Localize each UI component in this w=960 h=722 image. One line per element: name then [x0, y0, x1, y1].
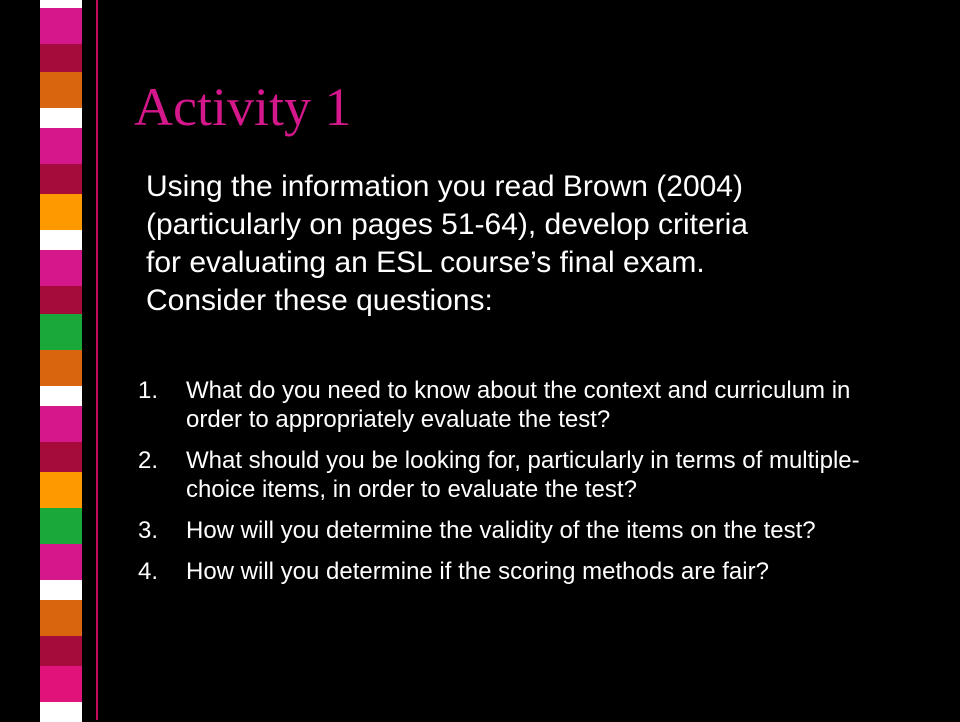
decorative-stripe — [40, 128, 82, 164]
decorative-stripe — [40, 44, 82, 72]
decorative-stripe — [40, 0, 82, 8]
question-text: How will you determine the validity of the items on the test? — [186, 517, 816, 544]
question-item — [134, 376, 874, 434]
question-text: What should you be looking for, particularly in terms of multiple-choice items, in order to evaluate the test? — [186, 447, 860, 503]
decorative-stripe — [40, 702, 82, 722]
question-number: 4. — [138, 558, 159, 585]
decorative-stripe — [40, 108, 82, 128]
question-number: 1. — [138, 377, 159, 404]
decorative-stripe — [40, 472, 82, 508]
decorative-stripe — [40, 194, 82, 230]
decorative-stripe — [40, 406, 82, 442]
decorative-stripe — [40, 286, 82, 314]
decorative-stripe — [40, 314, 82, 350]
question-item — [134, 446, 874, 504]
question-text: What do you need to know about the context and curriculum in order to appropriately evaluate the test? — [186, 377, 851, 433]
decorative-stripe — [40, 250, 82, 286]
decorative-stripe-bar — [40, 0, 82, 720]
question-number: 2. — [138, 447, 159, 474]
decorative-stripe — [40, 386, 82, 406]
slide-title: Activity 1 — [134, 77, 352, 137]
decorative-stripe — [40, 666, 82, 702]
decorative-stripe — [40, 636, 82, 666]
question-list — [134, 376, 874, 598]
question-number: 3. — [138, 517, 159, 544]
decorative-stripe — [40, 442, 82, 472]
question-item — [134, 516, 874, 545]
decorative-stripe — [40, 230, 82, 250]
decorative-stripe — [40, 72, 82, 108]
decorative-stripe — [40, 508, 82, 544]
decorative-vertical-line — [96, 0, 98, 720]
question-item — [134, 557, 874, 586]
question-text: How will you determine if the scoring methods are fair? — [186, 558, 769, 585]
decorative-stripe — [40, 8, 82, 44]
intro-paragraph: Using the information you read Brown (2004) (particularly on pages 51-64), develop criteria for evaluating an ESL course’s final exam. Consider these questions: — [146, 170, 748, 317]
decorative-stripe — [40, 544, 82, 580]
decorative-stripe — [40, 580, 82, 600]
decorative-stripe — [40, 350, 82, 386]
decorative-stripe — [40, 600, 82, 636]
decorative-stripe — [40, 164, 82, 194]
